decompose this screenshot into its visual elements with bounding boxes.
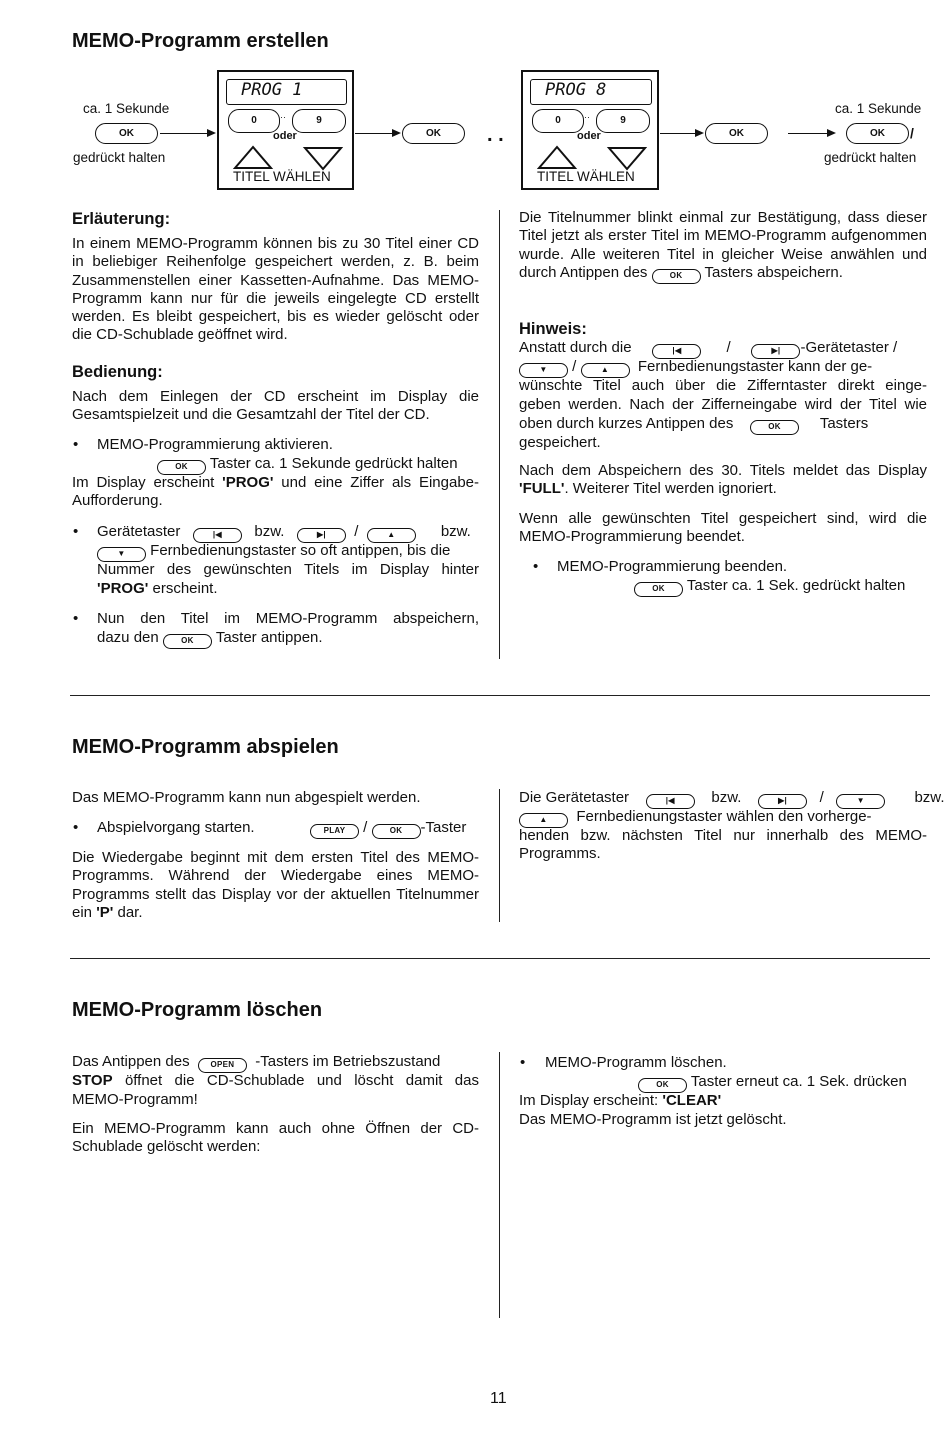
hinweis-text: Anstatt durch die: [519, 339, 632, 356]
ellipsis: . .: [487, 124, 504, 146]
loeschen-bullet: MEMO-Programm löschen.: [545, 1054, 727, 1071]
abspielen-text: [72, 849, 479, 922]
step2-text: Gerätetaster: [97, 523, 181, 540]
step2-line3: Nummer des gewünschten Titels im Display hinter: [97, 561, 479, 578]
slash-label: /: [910, 125, 914, 141]
up-down-triangles-icon: [537, 144, 647, 172]
loeschen-sub-text: Taster erneut ca. 1 Sek. drücken: [690, 1073, 907, 1090]
hinweis-text: -Gerätetaster /: [800, 339, 898, 356]
step1-after-post: und eine Ziffer als Eingabe-Aufforderung.: [72, 474, 479, 510]
step2-line1: [97, 523, 479, 543]
abspielen-keys: [310, 819, 466, 839]
arrow-line-4: [788, 133, 828, 134]
hinweis-line5: [519, 415, 868, 435]
ok-key-icon: OK: [652, 269, 701, 284]
bullet: •: [533, 558, 539, 575]
section-title-loeschen: MEMO-Programm löschen: [72, 999, 323, 1021]
prev-key-icon: |◀: [193, 528, 242, 543]
step3-line2: [97, 629, 323, 649]
hinweis-slash: /: [726, 339, 731, 356]
clear-display-text: 'CLEAR': [662, 1092, 722, 1109]
step1-text: MEMO-Programmierung aktivieren.: [97, 436, 333, 453]
right-hold-label-bottom: gedrückt halten: [824, 150, 917, 165]
step2-line4: [97, 580, 218, 598]
left-hold-label-top: ca. 1 Sekunde: [83, 101, 170, 116]
loeschen-left-p2: Ein MEMO-Programm kann auch ohne Öffnen der CD-Schublade gelöscht werden:: [72, 1120, 479, 1156]
step2-line2: [97, 542, 450, 562]
step3-text: dazu den: [97, 629, 159, 646]
abspielen-taster: -Taster: [420, 819, 467, 836]
next-key-icon: ▶|: [758, 794, 807, 809]
digit-0-button: 0: [228, 109, 280, 133]
hinweis-text: Tasters: [819, 415, 869, 432]
bullet: •: [520, 1054, 526, 1071]
arrow-head-3: [695, 129, 704, 137]
arrow-head-2: [392, 129, 401, 137]
full-text: [519, 462, 927, 499]
prog-display-text: 'PROG': [222, 474, 274, 491]
ok-button-left: OK: [95, 123, 158, 144]
titel-waehlen-label: TITEL WÄHLEN: [233, 169, 331, 184]
end-sub-text: Taster ca. 1 Sek. gedrückt halten: [686, 577, 906, 594]
play-key-icon: PLAY: [310, 824, 359, 839]
step1-after: [72, 474, 479, 511]
ok-key-icon: OK: [163, 634, 212, 649]
loeschen-display: [519, 1092, 721, 1110]
digit-range-dots: ··: [584, 112, 590, 122]
abspielen-right-text: Die Gerätetaster: [519, 789, 630, 806]
ok-button-right: OK: [846, 123, 909, 144]
bedienung-text: Nach dem Einlegen der CD erscheint im Display die Gesamtspielzeit und die Gesamtzahl der Titel der CD.: [72, 388, 479, 424]
left-hold-label-bottom: gedrückt halten: [73, 150, 166, 165]
titel-waehlen-label: TITEL WÄHLEN: [537, 169, 635, 184]
hinweis-line1: [519, 339, 927, 359]
step2-bzw: bzw.: [440, 523, 471, 540]
up-key-icon: ▲: [519, 813, 568, 828]
abspielen-bullet: Abspielvorgang starten.: [97, 819, 255, 836]
prev-key-icon: |◀: [652, 344, 701, 359]
prog-display-text: 'PROG': [97, 580, 149, 597]
section-title-abspielen: MEMO-Programm abspielen: [72, 736, 339, 758]
oder-label: oder: [273, 130, 297, 142]
arrow-line-3: [660, 133, 696, 134]
column-divider: [499, 210, 500, 659]
section-separator: [70, 695, 930, 696]
abspielen-right-line2: [519, 808, 872, 828]
abspielen-slash: /: [819, 789, 824, 806]
abspielen-bzw: bzw.: [914, 789, 945, 806]
abspielen-slash: /: [363, 819, 368, 836]
step1-sub: [157, 455, 458, 475]
arrow-line-2: [355, 133, 393, 134]
loeschen-text: -Tasters im Betriebszustand: [255, 1053, 441, 1070]
digit-0-button: 0: [532, 109, 584, 133]
end-text: Wenn alle gewünschten Titel gespeichert sind, wird die MEMO-Programmierung beendet.: [519, 510, 927, 546]
up-down-triangles-icon: [233, 144, 343, 172]
confirm-text-pre: Die Titelnummer blinkt einmal zur Bestätigung, dass dieser Titel jetzt als erster Titel im MEMO-Programm aufgenommen wurde. Alle weiteren Titel in gleicher Weise anwählen und durch Antippen des: [519, 209, 927, 281]
section-title-erstellen: MEMO-Programm erstellen: [72, 30, 329, 52]
loeschen-display-pre: Im Display erscheint:: [519, 1092, 663, 1109]
down-key-icon: ▼: [519, 363, 568, 378]
hinweis-slash: /: [572, 358, 577, 375]
p-display-text: 'P': [96, 903, 114, 921]
bullet: •: [73, 436, 79, 453]
step1-sub-text: Taster ca. 1 Sekunde gedrückt halten: [209, 455, 458, 472]
abspielen-intro: Das MEMO-Programm kann nun abgespielt werden.: [72, 789, 421, 806]
digit-9-button: 9: [596, 109, 650, 133]
loeschen-done: Das MEMO-Programm ist jetzt gelöscht.: [519, 1111, 787, 1128]
end-bullet-text: MEMO-Programmierung beenden.: [557, 558, 788, 575]
ok-key-icon: OK: [157, 460, 206, 475]
oder-label: oder: [577, 130, 601, 142]
up-key-icon: ▲: [581, 363, 630, 378]
bullet: •: [73, 819, 79, 836]
abspielen-right-line1: [519, 789, 945, 809]
down-key-icon: ▼: [836, 794, 885, 809]
column-divider: [499, 789, 500, 922]
hinweis-text: Fernbedienungstaster kann der ge-: [637, 358, 873, 375]
ok-button-final: OK: [705, 123, 768, 144]
step2-slash: /: [354, 523, 359, 540]
ok-key-icon: OK: [750, 420, 799, 435]
bedienung-heading: Bedienung:: [72, 363, 163, 381]
remote-panel-2: [521, 70, 659, 190]
digit-9-button: 9: [292, 109, 346, 133]
panel1-display: PROG 1: [226, 79, 347, 105]
step3-text: Taster antippen.: [215, 629, 323, 646]
open-key-icon: OPEN: [198, 1058, 247, 1073]
right-hold-label-top: ca. 1 Sekunde: [835, 101, 922, 116]
column-divider: [499, 1052, 500, 1318]
hinweis-line3: wünschte Titel auch über die Zifferntaster direkt einge-: [519, 377, 927, 394]
prev-key-icon: |◀: [646, 794, 695, 809]
page-number: 11: [490, 1390, 507, 1407]
down-key-icon: ▼: [97, 547, 146, 562]
full-display-text: 'FULL': [519, 480, 565, 498]
abspielen-text-post: dar.: [113, 903, 143, 921]
hinweis-line2: [519, 358, 872, 378]
bullet: •: [73, 523, 79, 540]
abspielen-bzw: bzw.: [711, 789, 742, 806]
ok-key-icon: OK: [372, 824, 421, 839]
abspielen-text-pre: Die Wiedergabe beginnt mit dem ersten Titel des MEMO-Programms. Während der Wiedergabe eines MEMO-Programms stellt das Display vor der aktuellen Titelnummer ein: [72, 849, 479, 921]
next-key-icon: ▶|: [297, 528, 346, 543]
loeschen-sub: [638, 1073, 907, 1093]
step2-bzw: bzw.: [254, 523, 285, 540]
up-key-icon: ▲: [367, 528, 416, 543]
next-key-icon: ▶|: [751, 344, 800, 359]
stop-state-text: STOP: [72, 1072, 113, 1089]
section-separator: [70, 958, 930, 959]
loeschen-left-line1: [72, 1053, 479, 1073]
end-sub: [634, 577, 905, 597]
digit-range-dots: ··: [280, 112, 286, 122]
bullet: •: [73, 610, 79, 627]
arrow-line-1: [160, 133, 208, 134]
full-text-pre: Nach dem Abspeichern des 30. Titels meldet das Display: [519, 462, 927, 479]
step2-text: erscheint.: [148, 580, 218, 597]
arrow-head-4: [827, 129, 836, 137]
panel2-display: PROG 8: [530, 79, 652, 105]
abspielen-right-rest: henden bzw. nächsten Titel nur innerhalb des MEMO-Programms.: [519, 827, 927, 863]
confirm-text-post: Tasters abspeichern.: [704, 263, 843, 281]
hinweis-text: oben durch kurzes Antippen des: [519, 415, 734, 432]
erlaeuterung-text: In einem MEMO-Programm können bis zu 30 Titel einer CD in beliebiger Reihenfolge gespeichert werden, z. B. beim Zusammenstellen einer Kassetten-Aufnahme. Das MEMO-Programm kann nur für die jeweils eingelegte CD erstellt werden. Es bleibt gespeichert, bis es wieder gelöscht oder die CD-Schublade geöffnet wird.: [72, 235, 479, 344]
ok-button-middle: OK: [402, 123, 465, 144]
abspielen-right-text: Fernbedienungstaster wählen den vorherge-: [576, 808, 872, 825]
remote-panel-1: [217, 70, 354, 190]
step1-after-pre: Im Display erscheint: [72, 474, 223, 491]
loeschen-left-line3: MEMO-Programm!: [72, 1091, 198, 1108]
hinweis-heading: Hinweis:: [519, 320, 587, 338]
loeschen-text: Das Antippen des: [72, 1053, 190, 1070]
step2-text: Fernbedienungstaster so oft antippen, bis die: [150, 542, 451, 559]
ok-key-icon: OK: [634, 582, 683, 597]
hinweis-line4: geben werden. Nach der Zifferneingabe wird der Titel wie: [519, 396, 927, 413]
full-text-post: . Weiterer Titel werden ignoriert.: [564, 480, 777, 498]
loeschen-text: öffnet die CD-Schublade und löscht damit das: [112, 1072, 479, 1089]
arrow-head-1: [207, 129, 216, 137]
ok-key-icon: OK: [638, 1078, 687, 1093]
hinweis-line6: gespeichert.: [519, 434, 601, 451]
erlaeuterung-heading: Erläuterung:: [72, 210, 171, 228]
loeschen-left-line2: [72, 1072, 479, 1090]
step3-line1: Nun den Titel im MEMO-Programm abspeichern,: [97, 610, 479, 627]
confirm-text: [519, 209, 927, 284]
